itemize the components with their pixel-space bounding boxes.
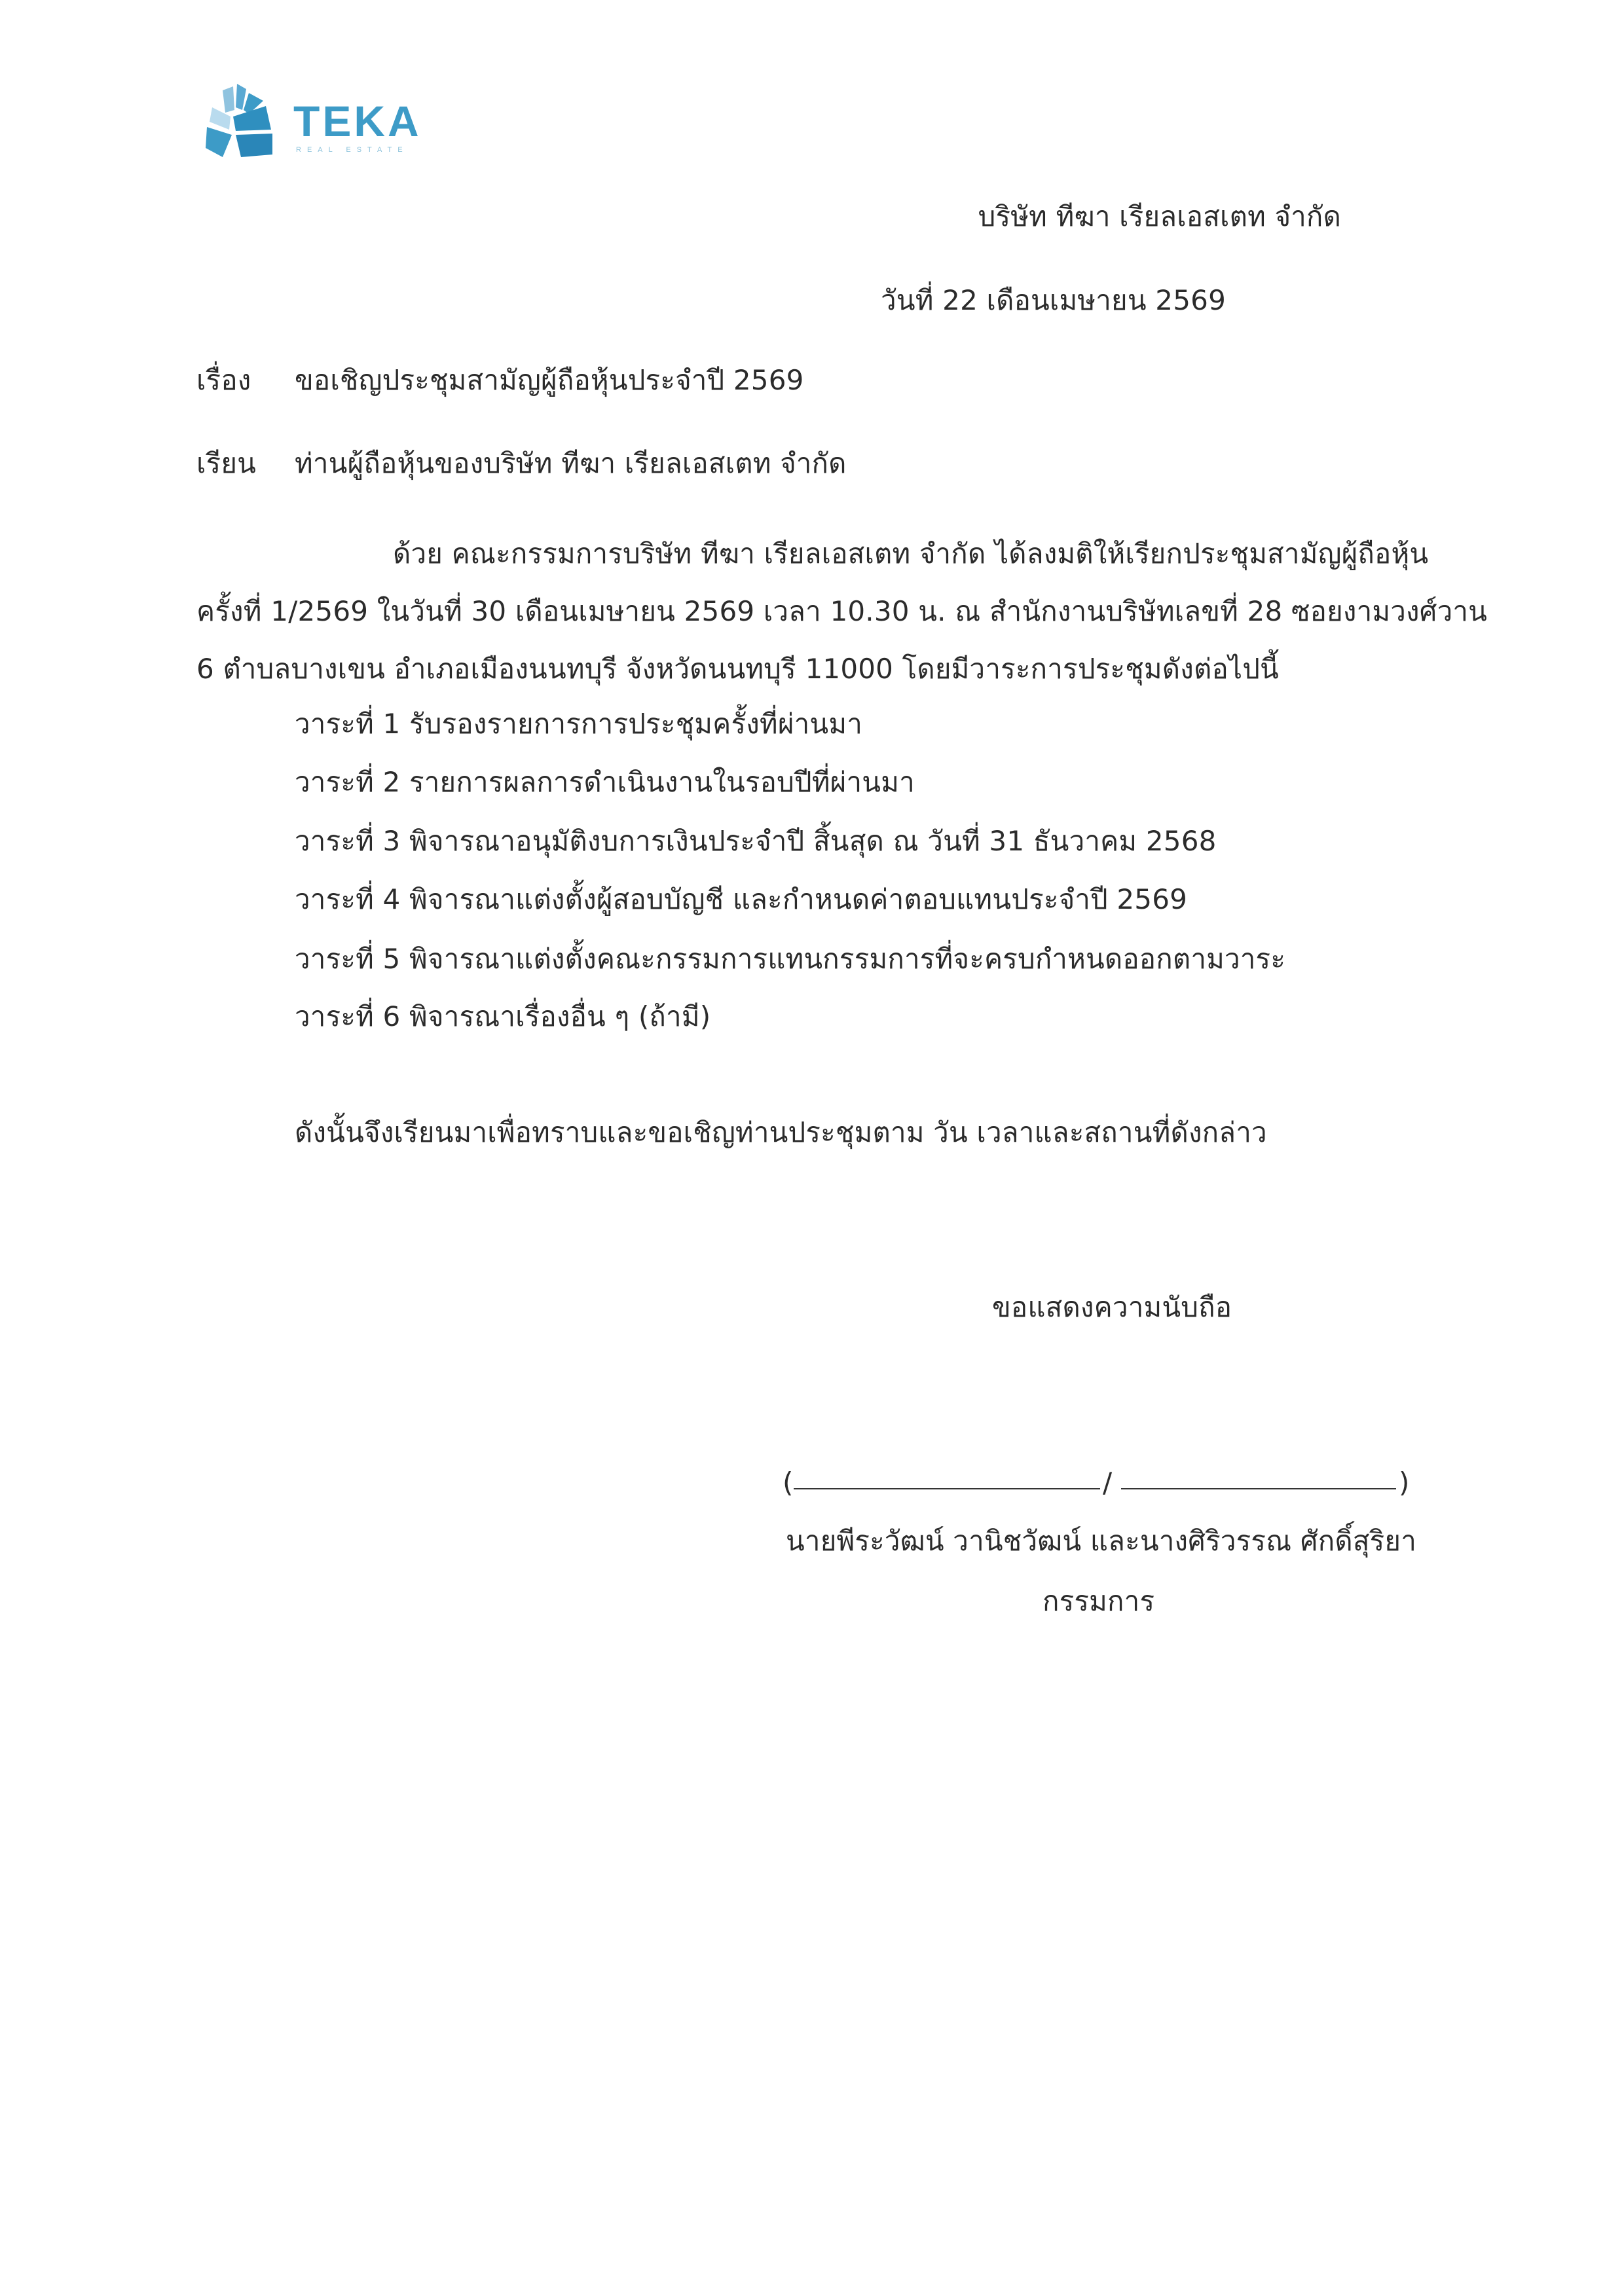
closing-line: ดังนั้นจึงเรียนมาเพื่อทราบและขอเชิญท่านประชุมตาม วัน เวลาและสถานที่ดังกล่าว xyxy=(295,1116,1267,1148)
agenda-item: วาระที่ 5 พิจารณาแต่งตั้งคณะกรรมการแทนกรรมการที่จะครบกำหนดออกตามวาระ xyxy=(295,943,1286,975)
signatory-names: นายพีระวัฒน์ วานิชวัฒน์ และนางศิริวรรณ ศักดิ์สุริยา xyxy=(786,1525,1417,1557)
date-line: วันที่ 22 เดือนเมษายน 2569 xyxy=(881,284,1226,316)
agenda-item: วาระที่ 3 พิจารณาอนุมัติงบการเงินประจำปี สิ้นสุด ณ วันที่ 31 ธันวาคม 2568 xyxy=(295,825,1217,857)
signature-close-paren: ) xyxy=(1399,1467,1410,1499)
signatory-title: กรรมการ xyxy=(1043,1585,1155,1617)
recipient-label: เรียน xyxy=(196,447,257,479)
body-line: ด้วย คณะกรรมการบริษัท ทีฆา เรียลเอสเตท จำกัด ได้ลงมติให้เรียกประชุมสามัญผู้ถือหุ้น xyxy=(393,538,1429,570)
teka-mark-icon xyxy=(203,84,282,160)
agenda-item: วาระที่ 2 รายการผลการดำเนินงานในรอบปีที่ผ่านมา xyxy=(295,766,915,798)
signature-line xyxy=(794,1488,1100,1489)
company-logo xyxy=(203,84,439,169)
regards-text: ขอแสดงความนับถือ xyxy=(992,1291,1232,1323)
brand-tagline: REAL ESTATE xyxy=(296,146,409,154)
agenda-item: วาระที่ 1 รับรองรายการการประชุมครั้งที่ผ่านมา xyxy=(295,708,862,740)
body-line: 6 ตำบลบางเขน อำเภอเมืองนนทบุรี จังหวัดนนทบุรี 11000 โดยมีวาระการประชุมดังต่อไปนี้ xyxy=(196,653,1279,685)
body-line: ครั้งที่ 1/2569 ในวันที่ 30 เดือนเมษายน 2569 เวลา 10.30 น. ณ สำนักงานบริษัทเลขที่ 28 ซอยงามวงศ์วาน xyxy=(196,595,1488,627)
agenda-item: วาระที่ 6 พิจารณาเรื่องอื่น ๆ (ถ้ามี) xyxy=(295,1000,711,1032)
company-line: บริษัท ทีฆา เรียลเอสเตท จำกัด xyxy=(978,200,1341,232)
brand-name: TEKA xyxy=(293,97,422,145)
subject-label: เรื่อง xyxy=(196,364,251,396)
signature-open-paren: ( xyxy=(783,1467,794,1499)
recipient-text: ท่านผู้ถือหุ้นของบริษัท ทีฆา เรียลเอสเตท จำกัด xyxy=(295,447,847,479)
subject-text: ขอเชิญประชุมสามัญผู้ถือหุ้นประจำปี 2569 xyxy=(295,364,804,396)
signature-separator: / xyxy=(1103,1467,1113,1499)
agenda-item: วาระที่ 4 พิจารณาแต่งตั้งผู้สอบบัญชี และกำหนดค่าตอบแทนประจำปี 2569 xyxy=(295,883,1188,915)
signature-line xyxy=(1121,1488,1396,1489)
